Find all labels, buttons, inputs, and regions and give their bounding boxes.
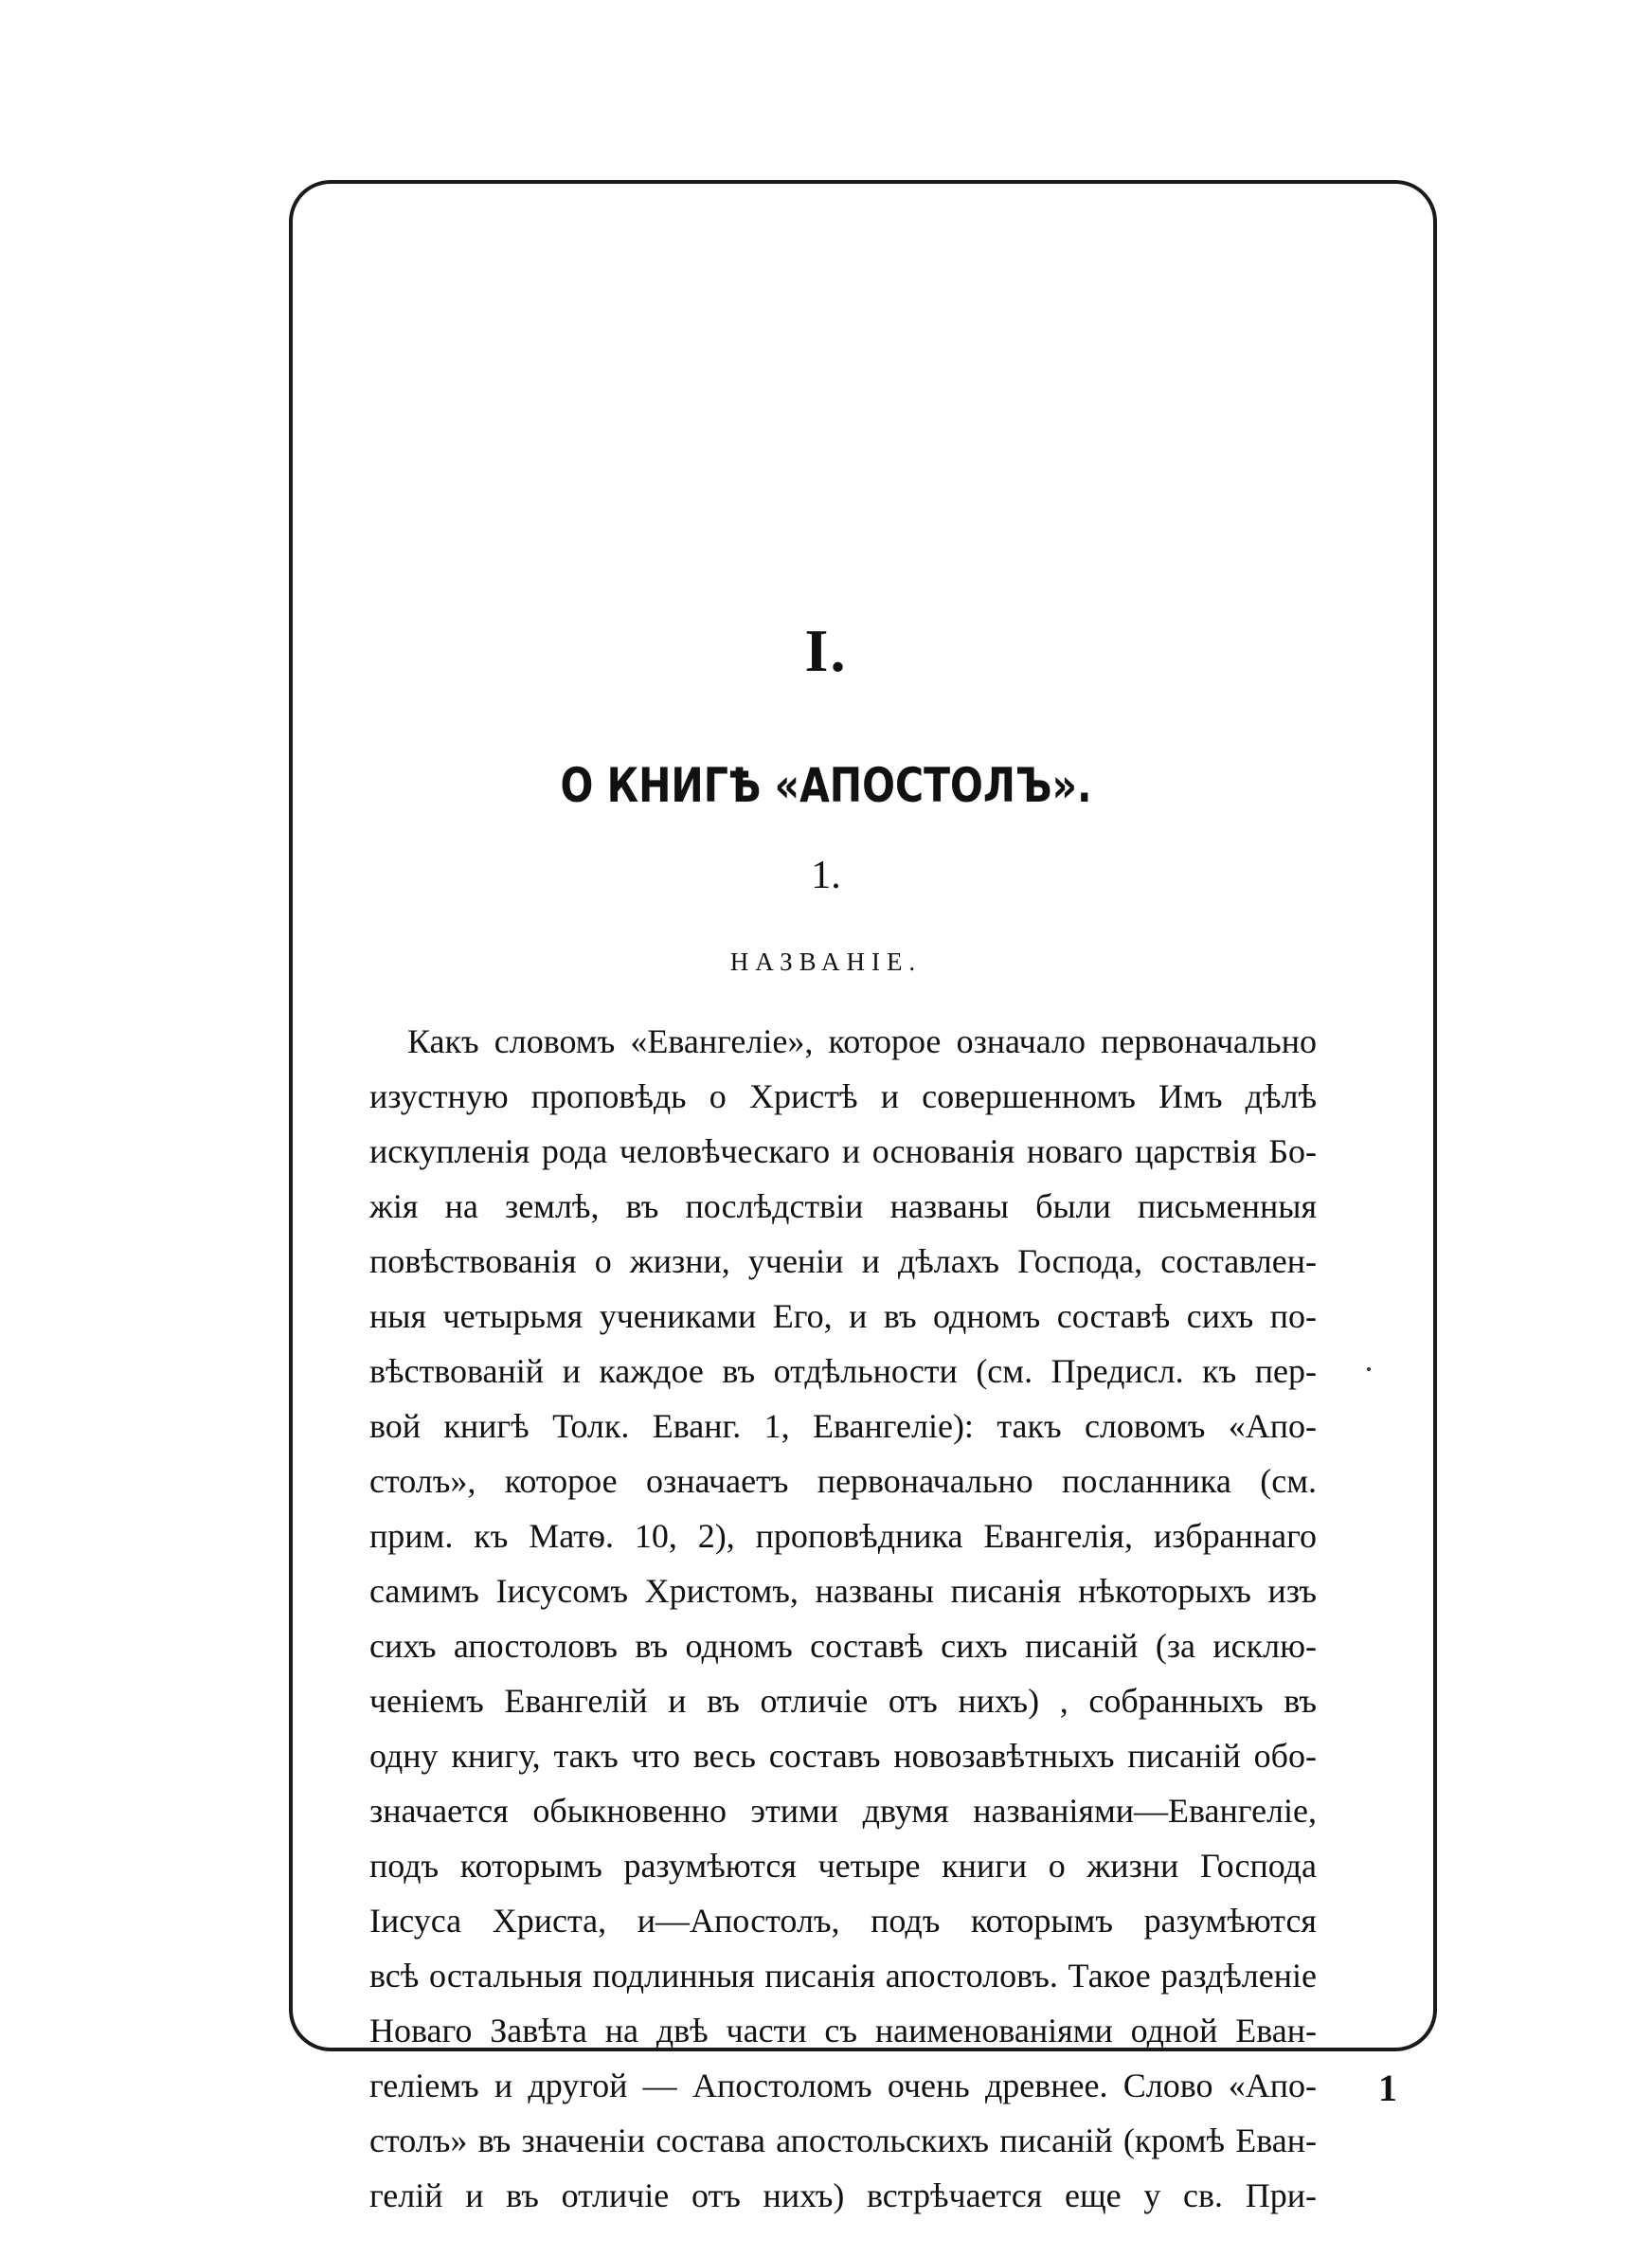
page-number: 1: [1378, 2067, 1397, 2109]
body-line: столъ» въ значеніи состава апостольскихъ писаній (кромѣ Еван-: [369, 2122, 1317, 2159]
section-title: НАЗВАНІЕ.: [729, 948, 923, 976]
section-number: 1.: [811, 854, 841, 897]
body-line: вой книгѣ Толк. Еванг. 1, Евангеліе): такъ словомъ «Апо-: [369, 1407, 1317, 1445]
body-line: Какъ словомъ «Евангеліе», которое означало первоначально: [407, 1022, 1317, 1060]
body-line: сихъ апостоловъ въ одномъ составѣ сихъ писаній (за исклю-: [369, 1627, 1317, 1665]
body-line: прим. къ Матѳ. 10, 2), проповѣдника Евангелія, избраннаго: [369, 1517, 1317, 1555]
body-line: геліемъ и другой — Апостоломъ очень древнее. Слово «Апо-: [369, 2067, 1317, 2104]
body-text: [369, 1014, 1317, 2223]
body-line: одну книгу, такъ что весь составъ новозавѣтныхъ писаній обо-: [369, 1737, 1317, 1775]
ink-speck: [1367, 1367, 1371, 1371]
body-line: столъ», которое означаетъ первоначально посланника (см.: [369, 1462, 1317, 1500]
body-line: Новаго Завѣта на двѣ части съ наименованіями одной Еван-: [369, 2012, 1317, 2049]
body-line: вѣствованій и каждое въ отдѣльности (см. Предисл. къ пер-: [369, 1352, 1317, 1390]
body-line: искупленія рода человѣческаго и основанія новаго царствія Бо-: [369, 1132, 1317, 1170]
book-title: О КНИГѢ «АПОСТОЛЪ».: [560, 758, 1092, 813]
body-line: гелій и въ отличіе отъ нихъ) встрѣчается еще у св. При-: [369, 2176, 1317, 2214]
body-line: ныя четырьмя учениками Его, и въ одномъ составѣ сихъ по-: [369, 1297, 1317, 1335]
body-line: подъ которымъ разумѣются четыре книги о жизни Господа: [369, 1847, 1317, 1885]
body-line: жія на землѣ, въ послѣдствіи названы были письменныя: [369, 1187, 1317, 1225]
body-line: повѣствованія о жизни, ученіи и дѣлахъ Господа, составлен-: [369, 1242, 1317, 1280]
body-line: изустную проповѣдь о Христѣ и совершенномъ Имъ дѣлѣ: [369, 1077, 1317, 1115]
body-line: всѣ остальныя подлинныя писанія апостоловъ. Такое раздѣленіе: [369, 1957, 1317, 1995]
body-line: ченіемъ Евангелій и въ отличіе отъ нихъ) , собранныхъ въ: [369, 1682, 1317, 1720]
body-line: Іисуса Христа, и—Апостолъ, подъ которымъ разумѣются: [369, 1902, 1317, 1940]
body-line: значается обыкновенно этими двумя названіями—Евангеліе,: [369, 1792, 1317, 1830]
body-line: самимъ Іисусомъ Христомъ, названы писанія нѣкоторыхъ изъ: [369, 1572, 1317, 1610]
chapter-numeral: I.: [804, 617, 848, 684]
